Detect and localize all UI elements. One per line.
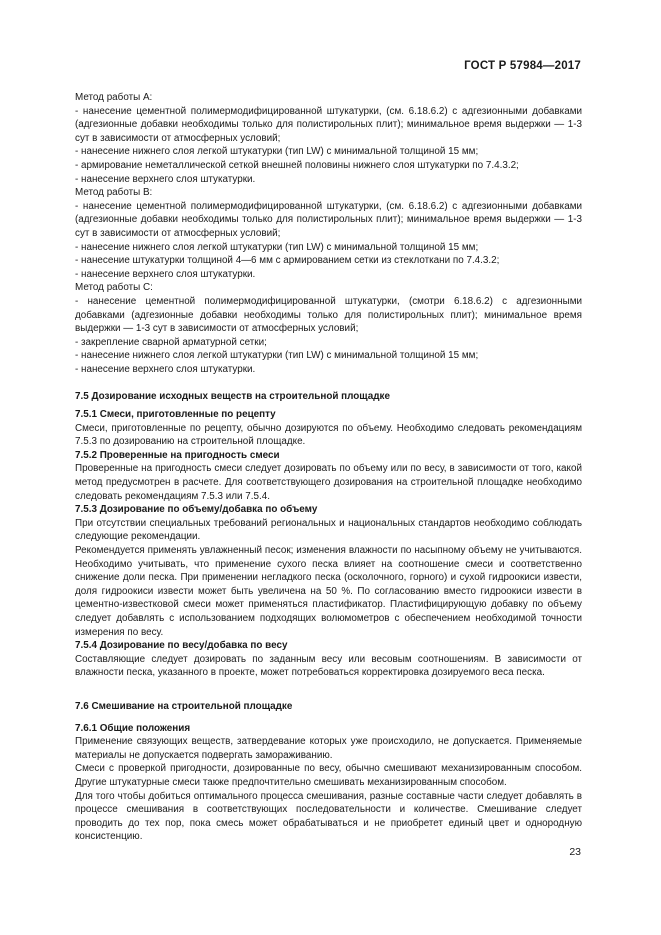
method-b-item-1: - нанесение цементной полимермодифицированной штукатурки, (см. 6.18.6.2) с адгезионными добавками (адгезионные добавки необходимы только для полистирольных плит); минимальное время выдержки — 1-3 сут в зависимости от атмосферных условий; [75, 200, 582, 239]
section-7-5-3-text-2: Рекомендуется применять увлажненный песок; изменения влажности по насыпному объему не учитываются. Необходимо учитывать, что применение сухого песка влияет на соотношение смеси и соответственно снижение доли песка. При применении негладкого песка (осколочного, горного) и сухой гидроокиси извести, доля гидроокиси извести может быть увеличена на 50 %. По согласованию вместо гидроокиси извести в цементно-известковой смеси может применяться пластификатор. Пластифицирующую добавку по объему следует добавлять с использованием подходящих волюмометров с обеспечением необходимой точности измерения по весу. [75, 545, 582, 638]
method-a-title: Метод работы А: [75, 92, 153, 103]
section-7-6-1-text-2: Смеси с проверкой пригодности, дозированные по весу, обычно смешивают механизированным способом. Другие штукатурные смеси также предпочтительно смешивать механизированным способом. [75, 763, 582, 788]
method-a-item-3: - армирование неметаллической сеткой внешней половины нижнего слоя штукатурки по 7.4.3.2; [75, 159, 519, 171]
method-b-item-3: - нанесение штукатурки толщиной 4—6 мм с армированием сетки из стеклоткани по 7.4.3.2; [75, 255, 500, 267]
section-7-5-4-heading: 7.5.4 Дозирование по весу/добавка по весу [75, 640, 288, 652]
standard-designation: ГОСТ Р 57984—2017 [464, 60, 581, 72]
method-c-item-3: - нанесение нижнего слоя легкой штукатурки (тип LW) с минимальной толщиной 15 мм; [75, 350, 479, 362]
section-7-6-heading: 7.6 Смешивание на строительной площадке [75, 700, 293, 712]
method-c-item-2: - закрепление сварной арматурной сетки; [75, 336, 267, 348]
section-7-5-4-text: Составляющие следует дозировать по заданным весу или весовым соотношениям. В зависимости от влажности песка, указанного в проекте, может потребоваться корректировка дозируемого веса песка. [75, 653, 582, 679]
section-7-6-1-heading: 7.6.1 Общие положения [75, 722, 191, 734]
document-body [75, 91, 582, 844]
section-7-5-heading: 7.5 Дозирование исходных веществ на строительной площадке [75, 391, 390, 403]
section-7-5-1-heading: 7.5.1 Смеси, приготовленные по рецепту [75, 409, 276, 421]
method-c-item-4: - нанесение верхнего слоя штукатурки. [75, 363, 256, 375]
section-7-5-3-text-1: При отсутствии специальных требований региональных и национальных стандартов необходимо соблюдать следующие рекомендации. [75, 517, 582, 543]
method-c-item-1: - нанесение цементной полимермодифицированной штукатурки, (смотри 6.18.6.2) с адгезионными добавками (адгезионные добавки необходимы только для полистирольных плит); минимальное время выдержки — 1-3 сут в зависимости от атмосферных условий; [75, 295, 582, 335]
page-number: 23 [569, 846, 581, 858]
method-a-item-1: - нанесение цементной полимермодифицированной штукатурки, (см. 6.18.6.2) с адгезионными добавками (адгезионные добавки необходимы только для полистирольных плит); минимальное время выдержки — 1-3 сут в зависимости от атмосферных условий; [75, 105, 582, 144]
method-a-item-4: - нанесение верхнего слоя штукатурки. [75, 173, 256, 185]
section-7-5-2-heading: 7.5.2 Проверенные на пригодность смеси [75, 449, 280, 461]
method-c-title: Метод работы С: [75, 282, 153, 294]
section-7-5-2-text: Проверенные на пригодность смеси следует дозировать по объему или по весу, в зависимости от того, какой метод предусмотрен в расчете. Для соответствующего дозирования на строительной площадке необходимо следовать рекомендациям 7.5.3 или 7.5.4. [75, 463, 582, 502]
section-7-5-1-text: Смеси, приготовленные по рецепту, обычно дозируются по объему. Необходимо следовать рекомендациям 7.5.3 по дозированию на строительной площадке. [75, 422, 582, 448]
section-7-6-1-text-1: Применение связующих веществ, затвердевание которых уже происходило, не допускается. Применяемые материалы не допускается подвергать замораживанию. [75, 736, 582, 761]
method-a-item-2: - нанесение нижнего слоя легкой штукатурки (тип LW) с минимальной толщиной 15 мм; [75, 146, 479, 158]
method-b-title: Метод работы В: [75, 187, 153, 199]
section-7-6-1-text-3: Для того чтобы добиться оптимального процесса смешивания, разные составные части следует добавлять в процессе смешивания в соответствующих последовательности и количестве. Смешивание следует проводить до тех пор, пока смесь может обрабатываться и не приобретет единый цвет и однородную консистенцию. [75, 790, 582, 843]
section-7-5-3-heading: 7.5.3 Дозирование по объему/добавка по объему [75, 504, 318, 516]
method-b-item-2: - нанесение нижнего слоя легкой штукатурки (тип LW) с минимальной толщиной 15 мм; [75, 241, 479, 253]
method-b-item-4: - нанесение верхнего слоя штукатурки. [75, 268, 256, 280]
